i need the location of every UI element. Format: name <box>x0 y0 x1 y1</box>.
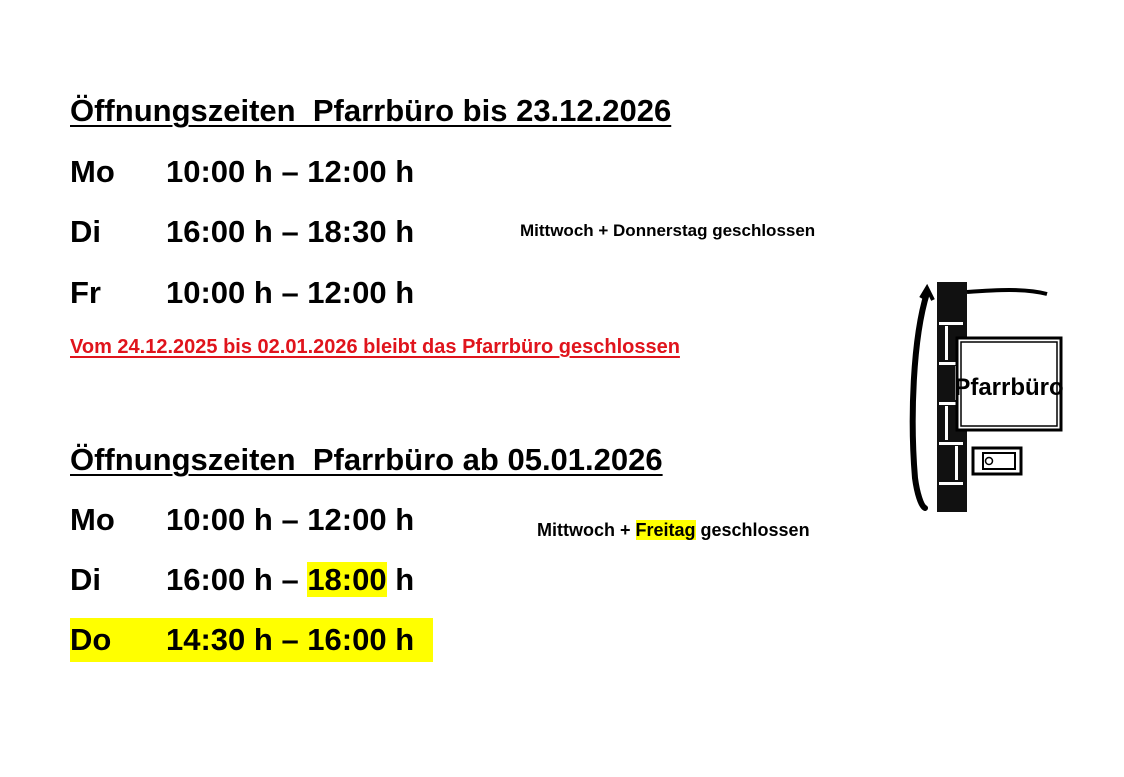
note-highlight-freitag: Freitag <box>635 520 696 540</box>
note-prefix: Mittwoch + <box>537 520 636 540</box>
day-label: Di <box>70 214 101 249</box>
day-label: Mo <box>70 154 115 189</box>
time-range: 10:00 h – 12:00 h <box>166 154 415 189</box>
day-label: Di <box>70 562 101 597</box>
time-highlight: 18:00 <box>307 562 387 597</box>
time-range: 14:30 h – 16:00 h <box>166 622 415 657</box>
time-start: 16:00 h – <box>166 562 308 597</box>
day-label: Do <box>70 622 112 657</box>
sign-label: Pfarrbüro <box>954 374 1064 401</box>
time-end: h <box>386 562 415 597</box>
pfarrbuero-sign-illustration <box>905 278 1070 518</box>
time-range: 10:00 h – 12:00 h <box>166 275 415 310</box>
closed-days-note-2 <box>537 518 810 542</box>
holiday-closed-notice: Vom 24.12.2025 bis 02.01.2026 bleibt das Pfarrbüro geschlossen <box>70 336 680 358</box>
time-range <box>166 558 414 602</box>
time-range: 10:00 h – 12:00 h <box>166 502 415 537</box>
note-suffix: geschlossen <box>695 520 810 540</box>
heading-until-23-12: Öffnungszeiten Pfarrbüro bis 23.12.2026 <box>70 93 672 128</box>
closed-days-note-1: Mittwoch + Donnerstag geschlossen <box>520 221 816 240</box>
day-label: Fr <box>70 275 101 310</box>
heading-from-05-01: Öffnungszeiten Pfarrbüro ab 05.01.2026 <box>70 442 663 477</box>
day-label: Mo <box>70 502 115 537</box>
time-range: 16:00 h – 18:30 h <box>166 214 415 249</box>
hours-row-thursday-2 <box>70 618 433 662</box>
